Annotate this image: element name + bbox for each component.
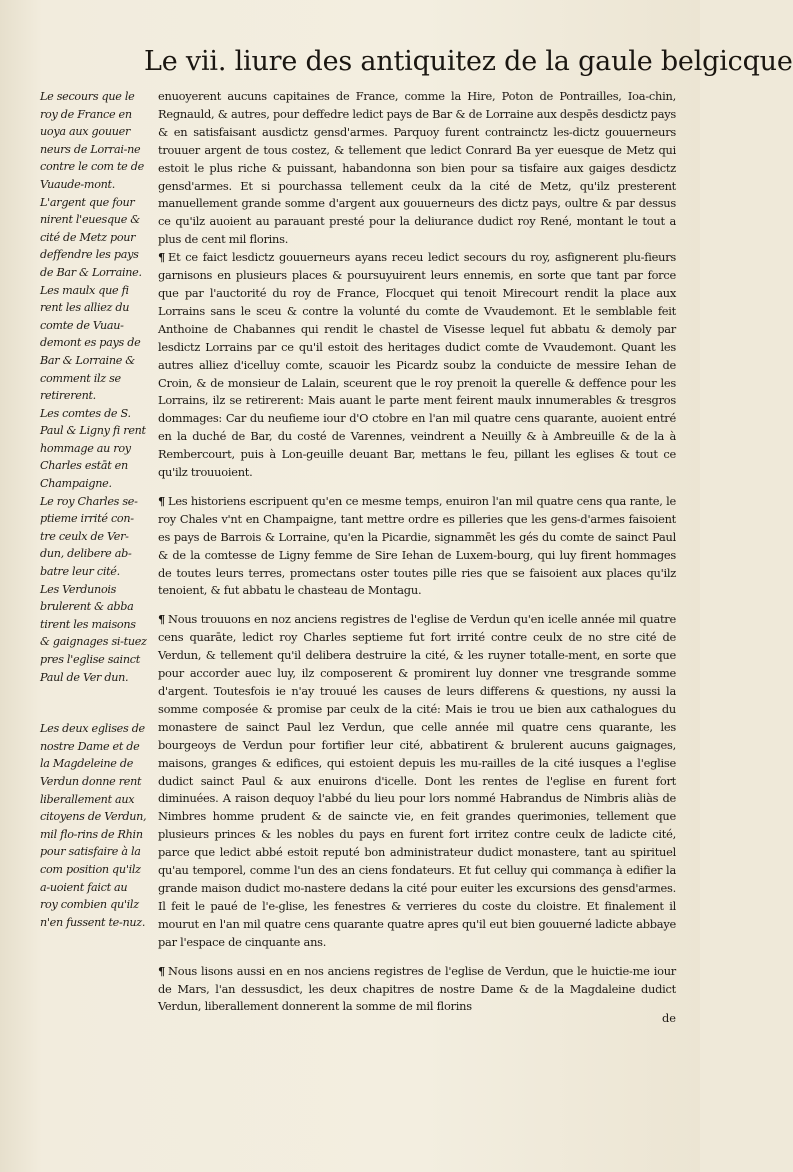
catchword: de <box>662 1011 677 1025</box>
paragraph <box>158 611 676 951</box>
margin-note: Le roy Charles se-ptieme irrité con-tre ceulx de Ver-dun, delibere ab-batre leur cité. <box>40 494 138 579</box>
paragraph <box>158 249 676 482</box>
margin-note: Le secours que le roy de France en uoya aux gouuer neurs de Lorrai-ne contre le com te de Vuaude-mont. <box>40 90 144 191</box>
marginal-notes <box>40 88 148 931</box>
paragraph-text: Et ce faict lesdictz gouuerneurs ayans receu ledict secours du roy, asfignerent plu-fieurs garnisons en plusieurs places & poursuyuirent leurs ennemis, en sorte que tant par force que par l'auctorité du roy de France, Flocquet qui tenoit Mirecourt rendit la place aux Lorrains sans le sceu & contre la volunté du comte de Vvaudemont. Et le semblable feit Anthoine de Chabannes qui rendit le chastel de Visesse lequel fut abbatu & demoly par lesdictz Lorrains par ce qu'il estoit des heritages dudict comte de Vvaudemont. Quant les autres alliez d'icelluy comte, scauoir les Picardz soubz la conduicte de messire Iehan de Croin, & de monsieur de Lalain, sceurent que le roy prenoit la querelle & deffence pour les Lorrains, ilz se retirerent: Mais auant le parte ment feirent maulx innumerables & tresgros dommages: Car du neufieme iour d'O ctobre en l'an mil quatre cens quarante, auoient entré en la duché de Bar, du costé de Varennes, veindrent a Neuilly & à Ambreuille & de la à Rembercourt, puis à Lon-geuille deuant Bar, mettans le feu, pillant les eglises & tout ce qu'ilz trouuoient. <box>158 250 676 480</box>
paragraph-text: Nous trouuons en noz anciens registres de l'eglise de Verdun qu'en icelle année mil quatre cens quarāte, ledict roy Charles septieme fut fort irrité contre ceulx de no stre cité de Verdun, & tellement qu'il delibera destruire la cité, & les ruyner totalle-ment, en sorte que pour accorder auec luy, ilz composerent & promirent luy donner vne tresgrande somme d'argent. Toutesfois ie n'ay trouué les causes de leurs differens & questions, ny aussi la somme composée & promise par ceulx de la cité: Mais ie trou ue bien aux cathalogues du monastere de sainct Paul lez Verdun, que celle année mil quatre cens quarante, les bourgeoys de Verdun pour fortifier leur cité, abbatirent & brulerent aucuns gaignages, maisons, granges & edifices, qui estoient depuis les mu-railles de la cité iusques a l'eglise dudict sainct Paul & aux enuirons d'icelle. Dont les rentes de l'eglise en furent fort diminuées. A raison dequoy l'abbé du lieu pour lors nommé Habrandus de Nimbris aliàs de Nimbres homme prudent & de saincte vie, en feit grandes querimonies, tellement que plusieurs princes & les nobles du pays en furent fort irritez contre ceulx de ladicte cité, parce que ledict abbé estoit reputé bon administrateur dudict monastere, tant au spirituel qu'au temporel, comme l'un des an ciens fondateurs. Et fut celluy qui commança à edifier la grande maison dudict mo-nastere dedans la cité pour euiter les excursions des gensd'armes. Il feit le paué de l'e-glise, les fenestres & verrieres du coste du cloistre. Et finalement il mourut en l'an mil quatre cens quarante quatre apres qu'il eut bien gouuerné ladicte abbaye par l'espace de cinquante ans. <box>158 612 676 949</box>
margin-note: Les Verdunois brulerent & abba tirent les maisons & gaignages si-tuez pres l'eglise sainct Paul de Ver dun. <box>40 582 147 684</box>
running-head: Le vii. liure des antiquitez de la gaule belgicque <box>144 46 793 77</box>
paragraph <box>158 963 676 1017</box>
margin-note: L'argent que four nirent l'euesque & cité de Metz pour deffendre les pays de Bar & Lorraine. <box>40 195 142 279</box>
margin-note: Les deux eglises de nostre Dame et de la Magdeleine de Verdun donne rent liberallement aux citoyens de Verdun, mil flo-rins de Rhin pour satisfaire à la com position qu'ilz a-uoient faict au roy combien qu'ilz n'en fussent te-nuz. <box>40 722 147 929</box>
pilcrow-mark: ¶ <box>158 612 165 627</box>
paragraph-text: enuoyerent aucuns capitaines de France, comme la Hire, Poton de Pontrailles, Ioa-chin, Regnauld, & autres, pour deffedre ledict pays de Bar & de Lorraine aux despēs desdictz pays & en satisfaisant ausdictz gensd'armes. Parquoy furent contrainctz les-dictz gouuerneurs trouuer argent de tous costez, & tellement que ledict Conrard Ba yer euesque de Metz qui estoit le plus riche & puissant, habandonna son bien pour sa tisfaire aux gaiges desdictz gensd'armes. Et si pourchassa tellement ceulx da la cité de Metz, qu'ilz presterent manuellement grande somme d'argent aux gouuerneurs des dictz pays, oultre & par dessus ce qu'ilz auoient au parauant presté pour la deliurance dudict roy René, montant le tout a plus de cent mil florins. <box>158 89 677 247</box>
pilcrow-mark: ¶ <box>158 963 165 978</box>
pilcrow-mark: ¶ <box>158 250 165 265</box>
paragraph-text: Nous lisons aussi en en nos anciens registres de l'eglise de Verdun, que le huictie-me iour de Mars, l'an dessusdict, les deux chapitres de nostre Dame & de la Magdaleine dudict Verdun, liberallement donnerent la somme de mil florins <box>158 963 676 1014</box>
main-text <box>158 88 676 1027</box>
pilcrow-mark: ¶ <box>158 493 165 508</box>
paragraph <box>158 88 676 249</box>
paragraph-text: Les historiens escripuent qu'en ce mesme temps, enuiron l'an mil quatre cens qua rante, le roy Chales v'nt en Champaigne, tant mettre ordre es pilleries que les gens-d'armes faisoient es pays de Barrois & Lorraine, qu'en la Picardie, signammēt les gés du comte de sainct Paul & de la comtesse de Ligny femme de Sire Iehan de Luxem-bourg, qui luy firent hommages de toutes leurs terres, promectans oster toutes pille ries que se faisoient aux places qu'ilz tenoient, & fut abbatu le chasteau de Montagu. <box>158 493 676 598</box>
paragraph <box>158 493 676 600</box>
margin-note: Les comtes de S. Paul & Ligny fi rent hommage au roy Charles estāt en Champaigne. <box>40 406 146 491</box>
margin-note: Les maulx que fi rent les alliez du comte de Vuau-demont es pays de Bar & Lorraine & comment ilz se retirerent. <box>40 283 141 403</box>
